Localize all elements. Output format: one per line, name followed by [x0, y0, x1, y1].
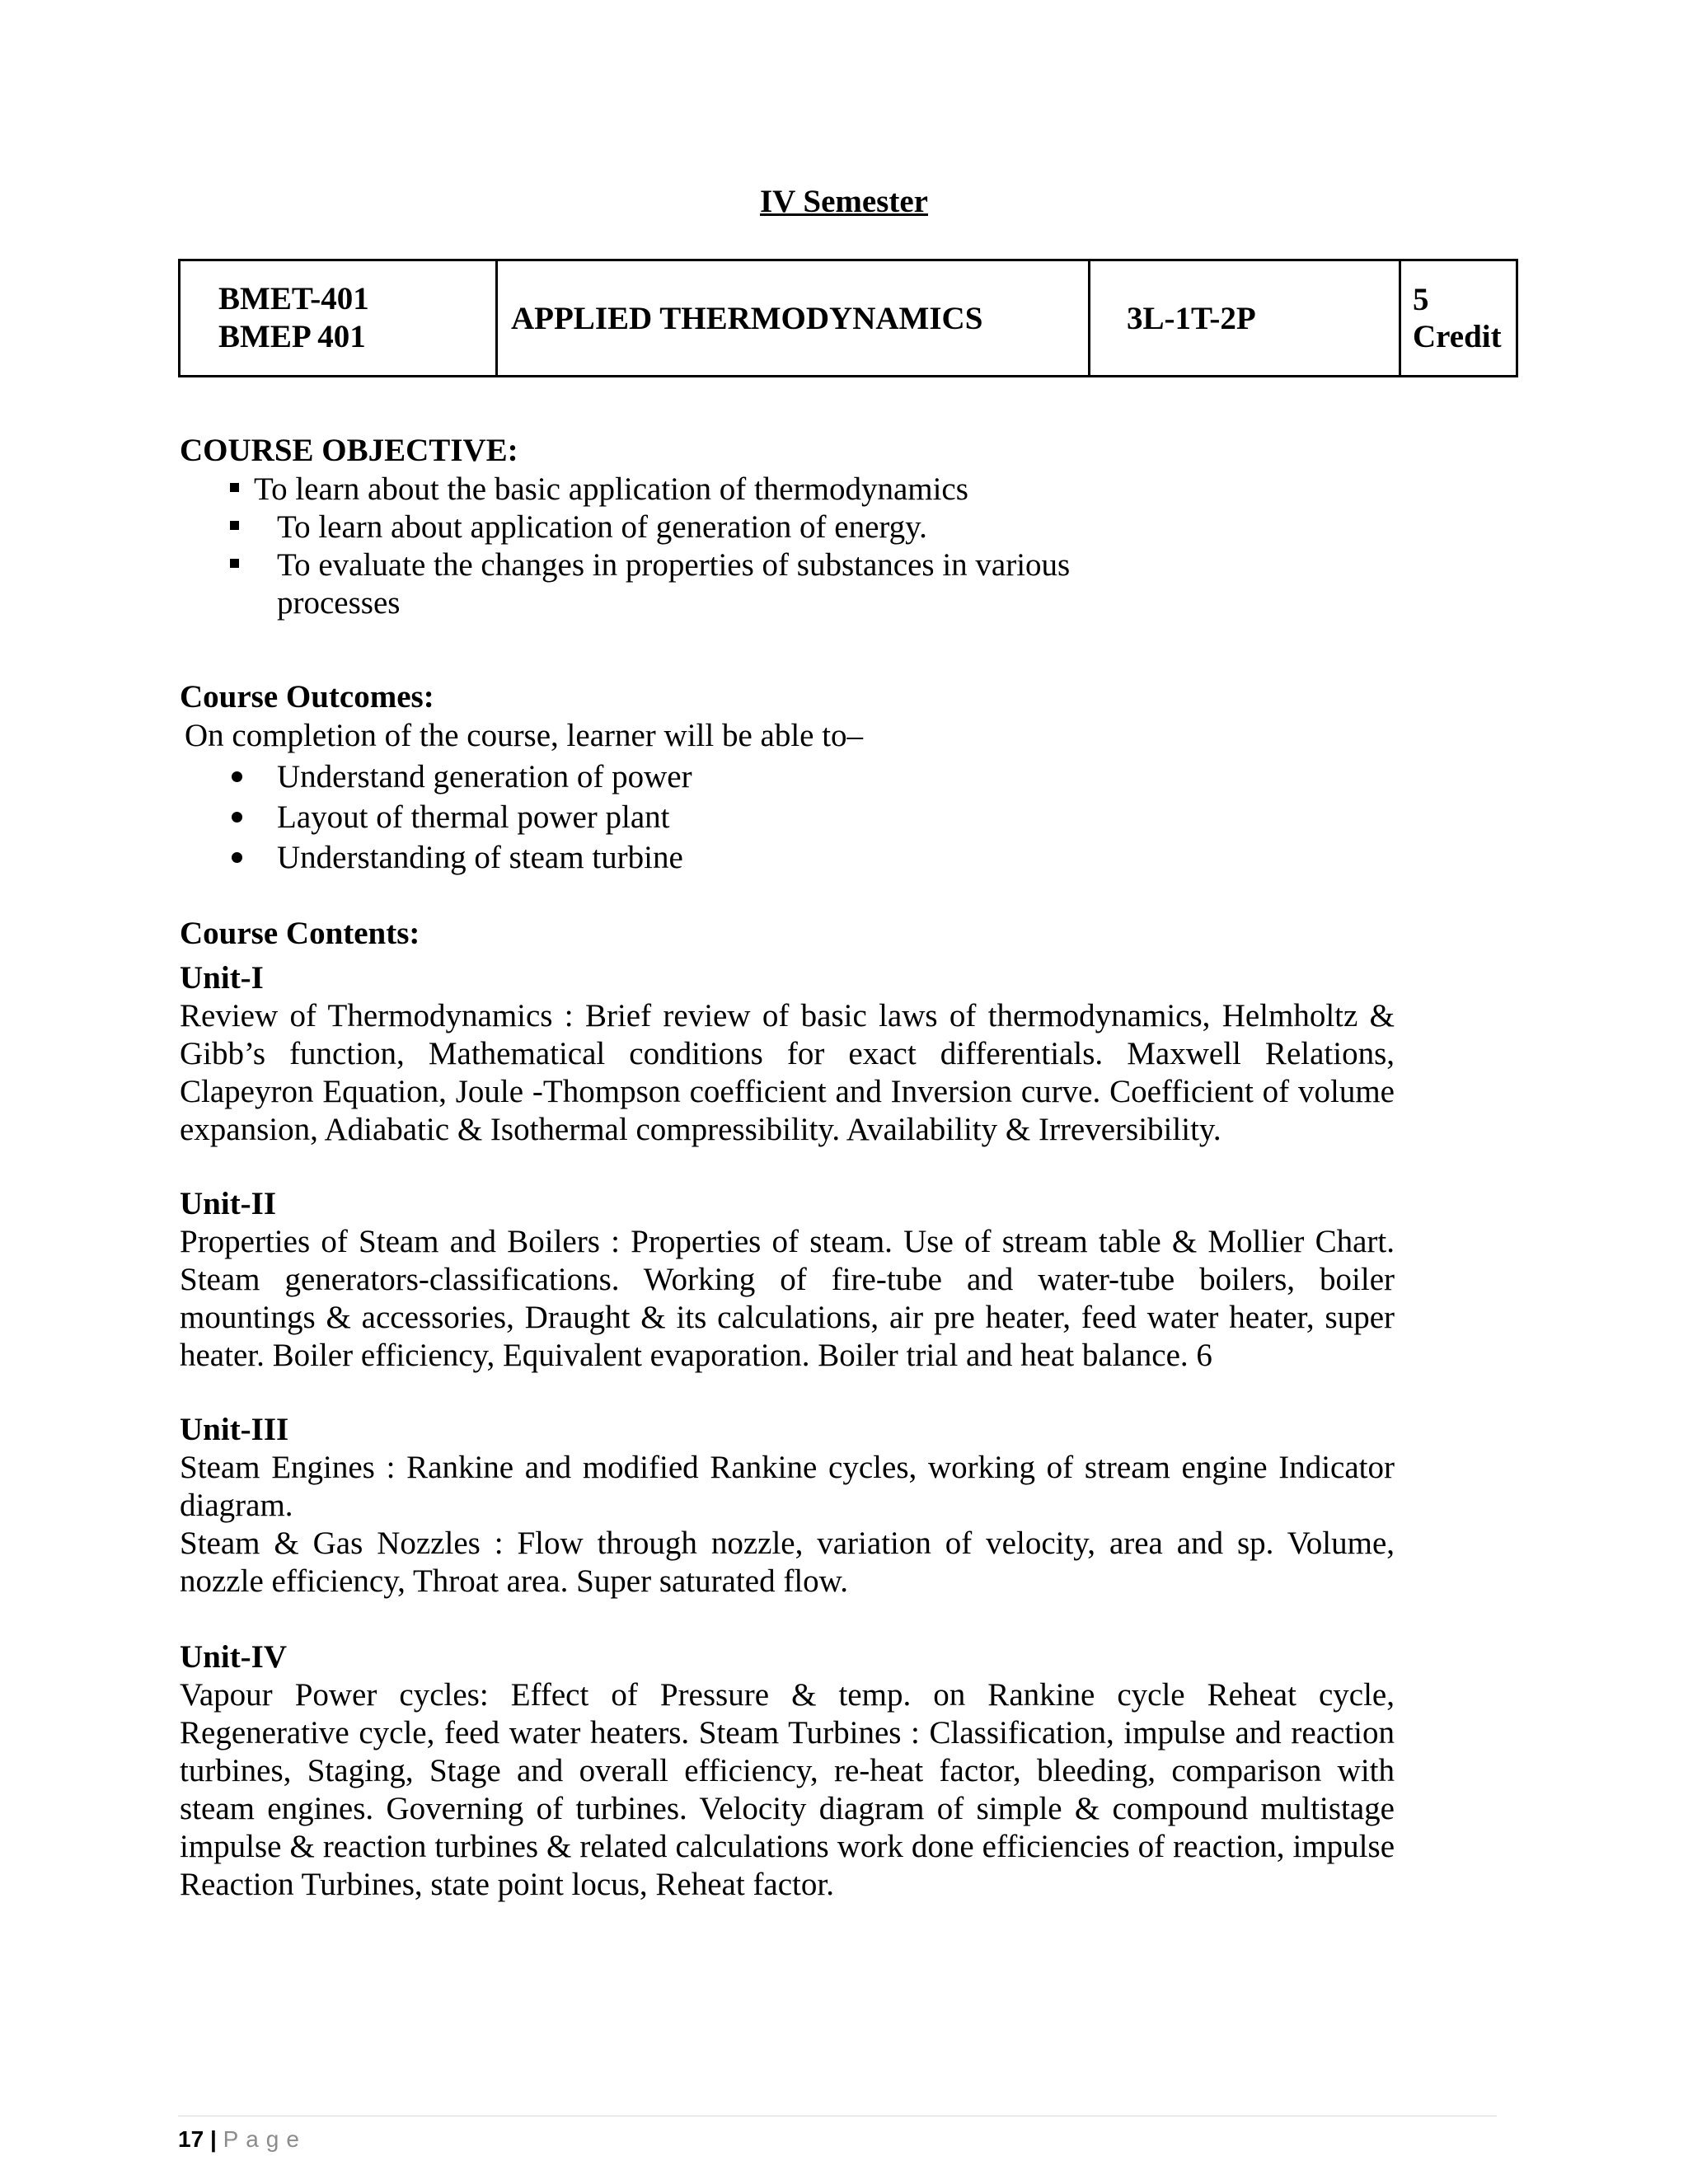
unit-1-text: Review of Thermodynamics : Brief review of basic laws of thermodynamics, Helmholtz & Gibb’s function, Mathematical conditions for exact differentials. Maxwell Relations, Clapeyron Equation, Joule -Thompson coefficient and Inversion curve. Coefficient of volume expansion, Adiabatic & Isothermal compressibility. Availability & Irreversibility. — [180, 998, 1395, 1147]
bullet-dot-icon — [232, 771, 242, 782]
unit-3-text-2: Steam & Gas Nozzles : Flow through nozzle, variation of velocity, area and sp. Volume, nozzle efficiency, Throat area. Super saturated flow. — [180, 1526, 1395, 1599]
objective-heading: COURSE OBJECTIVE: — [180, 433, 518, 468]
unit-3-title: Unit-III — [180, 1412, 289, 1447]
contents-heading: Course Contents: — [180, 916, 420, 951]
outcomes-heading: Course Outcomes: — [180, 679, 434, 715]
footer-separator: | — [209, 2126, 217, 2152]
objective-item-continued: processes — [277, 585, 401, 621]
unit-2-title: Unit-II — [180, 1186, 277, 1221]
course-info-table — [178, 259, 1518, 377]
unit-4-title: Unit-IV — [180, 1639, 288, 1675]
page-label: Page — [223, 2126, 307, 2152]
objective-item: To learn about the basic application of thermodynamics — [254, 471, 968, 507]
course-credit-cell: 5 Credit — [1400, 260, 1517, 377]
objective-item: To evaluate the changes in properties of substances in various — [277, 547, 1071, 583]
semester-title: IV Semester — [760, 184, 928, 219]
course-title-cell: APPLIED THERMODYNAMICS — [497, 260, 1090, 377]
course-code-2: BMEP 401 — [218, 319, 366, 354]
bullet-square-icon — [230, 483, 239, 492]
bullet-square-icon — [230, 559, 239, 568]
course-code-1: BMET-401 — [218, 281, 369, 316]
outcome-item: Layout of thermal power plant — [277, 799, 670, 835]
unit-2-text: Properties of Steam and Boilers : Properties of steam. Use of stream table & Mollier Chart. Steam generators-classifications. Working of fire-tube and water-tube boilers, boiler mountings & accessories, Draught & its calculations, air pre heater, feed water heater, super heater. Boiler efficiency, Equivalent evaporation. Boiler trial and heat balance. 6 — [180, 1224, 1395, 1373]
unit-1-title: Unit-I — [180, 960, 264, 996]
page-footer — [178, 2126, 307, 2153]
unit-3-text-1: Steam Engines : Rankine and modified Rankine cycles, working of stream engine Indicator diagram. — [180, 1450, 1395, 1523]
outcome-item: Understanding of steam turbine — [277, 840, 683, 875]
page-number: 17 — [178, 2126, 204, 2152]
outcomes-intro: On completion of the course, learner will be able to– — [185, 718, 864, 753]
objective-item: To learn about application of generation of energy. — [277, 509, 927, 545]
bullet-dot-icon — [232, 812, 242, 823]
unit-4-text: Vapour Power cycles: Effect of Pressure & temp. on Rankine cycle Reheat cycle, Regenerative cycle, feed water heaters. Steam Turbines : Classification, impulse and reaction turbines, Staging, Stage and overall efficiency, re-heat factor, bleeding, comparison with steam engines. Governing of turbines. Velocity diagram of simple & compound multistage impulse & reaction turbines & related calculations work done efficiencies of reaction, impulse Reaction Turbines, state point locus, Reheat factor. — [180, 1677, 1395, 1902]
bullet-square-icon — [230, 521, 239, 530]
outcome-item: Understand generation of power — [277, 759, 692, 794]
course-codes-cell — [180, 260, 497, 377]
bullet-dot-icon — [232, 852, 242, 863]
course-ltp-cell: 3L-1T-2P — [1090, 260, 1400, 377]
